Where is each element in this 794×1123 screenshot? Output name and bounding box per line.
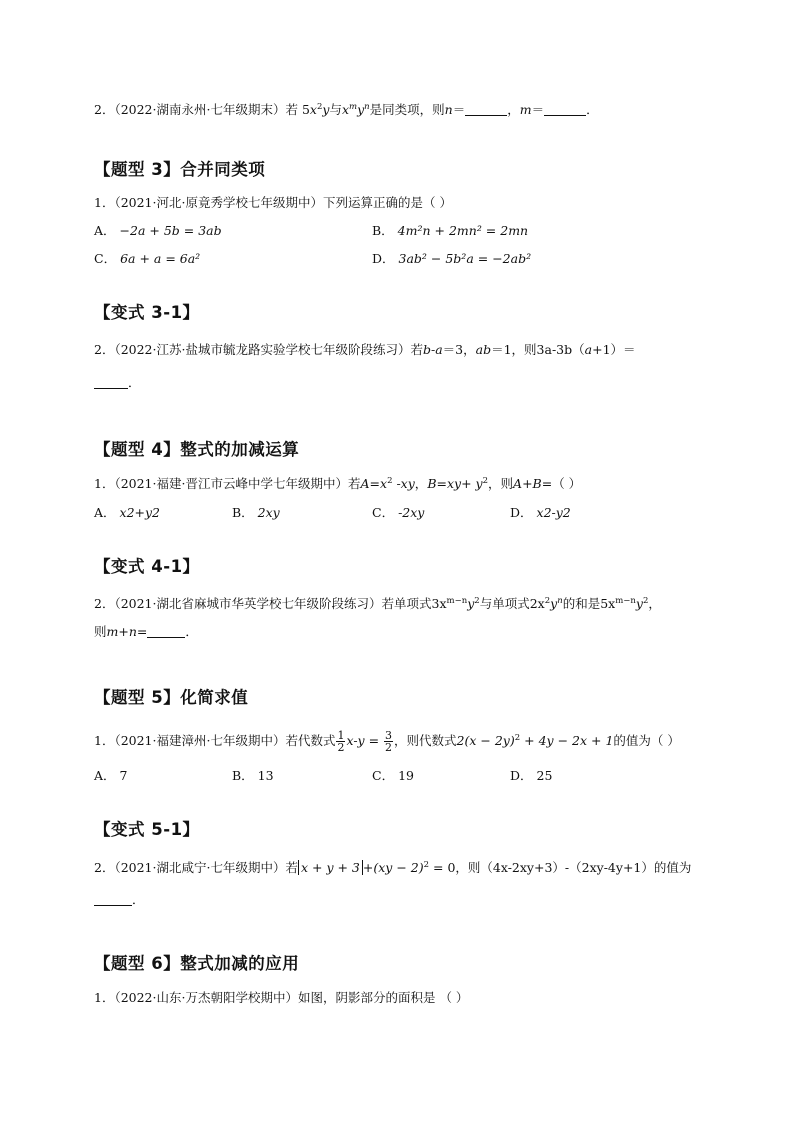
question-evaluate-3a-3b: 2．（2022·江苏·盐城市毓龙路实验学校七年级阶段练习）若b-a＝3，ab＝1，则3a-3b（a+1）＝ [94, 342, 636, 357]
question-monomial-sum: 2．（2021·湖北省麻城市华英学校七年级阶段练习）若单项式$3x^{m-n}y^2$与单项式$2x^2y^n$的和是$5x^{m-n}y^2$， [94, 596, 661, 611]
question-source: （2021·河北·原竟秀学校七年级期中） [114, 195, 323, 210]
option-a[interactable]: A． −2a + 5b = 3ab [94, 223, 222, 238]
question-number: 2． [94, 102, 115, 117]
question-number: 2． [94, 596, 115, 611]
option-c[interactable]: C． 19 [372, 768, 414, 783]
option-b[interactable]: B． 13 [232, 768, 274, 783]
question-continuation: 则m+n= ． [94, 624, 198, 639]
answer-blank[interactable] [94, 376, 128, 389]
variant-heading-4-1: 【变式 4-1】 [94, 557, 200, 576]
question-continuation: ． [94, 891, 734, 909]
section-heading-type-5: 【题型 5】化简求值 [94, 688, 249, 707]
option-a[interactable]: A． x2+y2 [94, 505, 161, 520]
term-xmyn: $x^my^n$ [341, 102, 370, 117]
answer-blank-n[interactable] [465, 103, 507, 116]
option-b[interactable]: B． 4m²n + 2mn² = 2mn [372, 223, 529, 238]
answer-blank[interactable] [147, 625, 185, 638]
answer-blank-m[interactable] [544, 103, 586, 116]
question-number: 2． [94, 860, 115, 875]
question-source: （2022·山东·万杰朝阳学校期中） [114, 990, 298, 1005]
section-heading-type-4: 【题型 4】整式的加减运算 [94, 440, 300, 459]
question-source: （2022·湖南永州·七年级期末） [114, 102, 286, 117]
question-similar-terms: 2．（2022·湖南永州·七年级期末）若 $5x^2y$与$x^my^n$是同类项，则n＝ ，m＝ ． [94, 102, 599, 117]
question-continuation: ． [94, 374, 734, 392]
option-b[interactable]: B． 2xy [232, 505, 280, 520]
variant-heading-3-1: 【变式 3-1】 [94, 303, 200, 322]
option-c[interactable]: C． 6a + a = 6a² [94, 251, 201, 266]
option-a[interactable]: A． 7 [94, 768, 128, 783]
question-number: 1． [94, 195, 115, 210]
question-text: 下列运算正确的是（ ） [322, 195, 452, 210]
variant-heading-5-1: 【变式 5-1】 [94, 820, 200, 839]
fraction-three-halves: $\frac{3}{2}$ [385, 729, 393, 754]
question-operations-correct [94, 194, 734, 212]
answer-blank[interactable] [94, 893, 132, 906]
question-shaded-area [94, 989, 734, 1007]
fraction-one-half: $\frac{1}{2}$ [337, 729, 345, 754]
question-source: （2021·湖北咸宁·七年级期中） [114, 860, 286, 875]
option-c[interactable]: C． -2xy [372, 505, 425, 520]
question-add-polynomials: 1．（2021·福建·晋江市云峰中学七年级期中）若$A=x^2$ -xy，$B=xy+ y^2$，则A+B=（ ） [94, 476, 582, 491]
question-source: （2021·福建漳州·七年级期中） [114, 733, 286, 748]
question-source: （2022·江苏·盐城市毓龙路实验学校七年级阶段练习） [114, 342, 411, 357]
question-number: 1． [94, 733, 115, 748]
question-absolute-square: 2．（2021·湖北咸宁·七年级期中）若 x + y + 3 +(xy − 2)$^2$ = 0，则（4x-2xy+3）-（2xy-4y+1）的值为 [94, 860, 692, 875]
option-d[interactable]: D． 25 [510, 768, 553, 783]
question-text: 如图，阴影部分的面积是 （ ） [297, 990, 469, 1005]
question-simplify-evaluate: 1．（2021·福建漳州·七年级期中）若代数式 $\frac{1}{2}$ x-y = $\frac{3}{2}$ ，则代数式$2(x - 2y)^2 + 4y - 2x + 1$的值为（ ） [94, 729, 680, 754]
option-d[interactable]: D． x2-y2 [510, 505, 571, 520]
question-source: （2021·福建·晋江市云峰中学七年级期中） [114, 476, 348, 491]
section-heading-type-6: 【题型 6】整式加减的应用 [94, 954, 300, 973]
term-5x2y: $5x^2y$ [301, 102, 330, 117]
question-source: （2021·湖北省麻城市华英学校七年级阶段练习） [114, 596, 382, 611]
question-number: 2． [94, 342, 115, 357]
section-heading-type-3: 【题型 3】合并同类项 [94, 160, 266, 179]
question-number: 1． [94, 476, 115, 491]
option-d[interactable]: D． 3ab² − 5b²a = −2ab² [372, 251, 532, 266]
question-number: 1． [94, 990, 115, 1005]
